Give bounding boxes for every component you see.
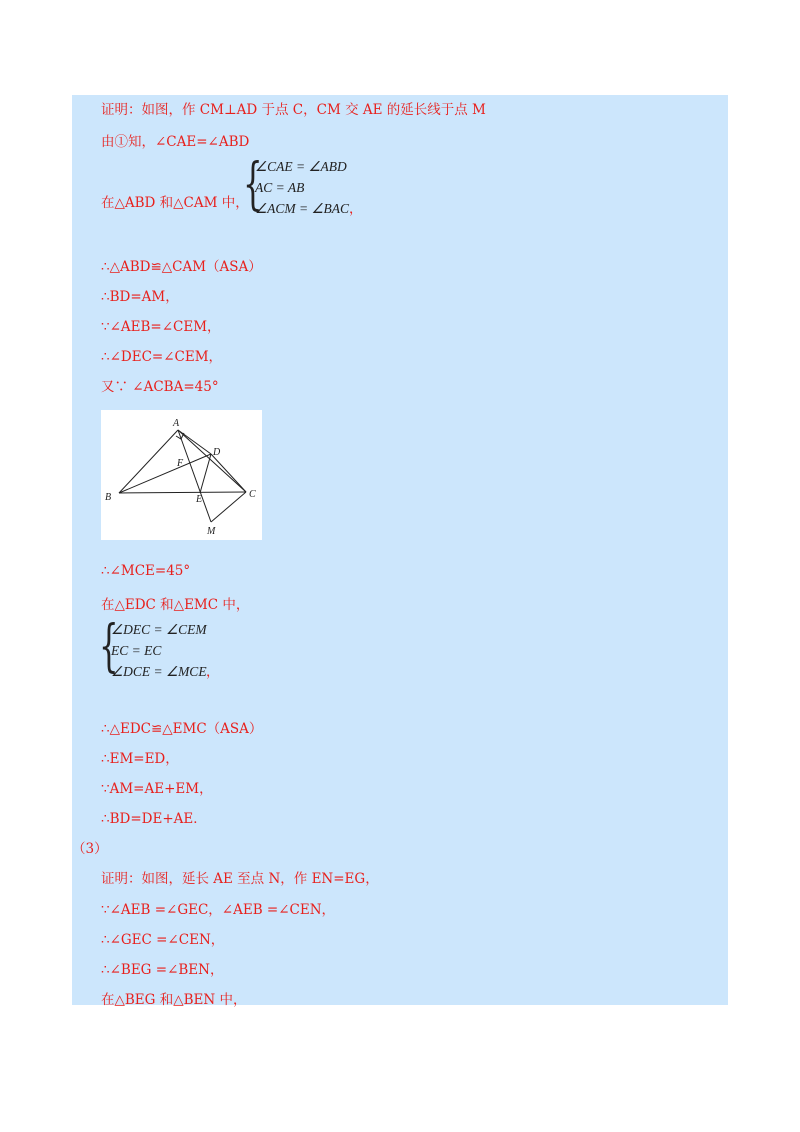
proof-line-10: 在△EDC 和△EMC 中， [101, 597, 250, 613]
proof-line-6: ∵∠AEB=∠CEM， [101, 319, 221, 335]
label-b: B [105, 492, 112, 503]
proof-line-13: ∵AM=AE+EM， [101, 781, 213, 797]
label-a: A [173, 418, 180, 429]
proof-line-14: ∴BD=DE+AE． [101, 811, 207, 827]
proof-line-19: ∴∠BEG =∠BEN， [101, 962, 224, 978]
system-1-row-2: AC = AB [255, 180, 305, 195]
system-2-row-2: EC = EC [111, 643, 162, 658]
proof-line-12: ∴EM=ED， [101, 751, 179, 767]
proof-line-11: ∴△EDC≌△EMC（ASA） [101, 721, 263, 737]
proof-line-20: 在△BEG 和△BEN 中， [101, 992, 247, 1008]
proof-line-18: ∴∠GEC =∠CEN， [101, 932, 225, 948]
proof-line-8: 又∵ ∠ACBA=45° [101, 379, 219, 395]
proof-line-9: ∴∠MCE=45° [101, 563, 191, 579]
proof-line-7: ∴∠DEC=∠CEM， [101, 349, 223, 365]
system-2-row-1: ∠DEC = ∠CEM [111, 622, 207, 637]
left-brace: { [243, 152, 263, 217]
system-1-row-3: ∠ACM = ∠BAC [255, 201, 350, 216]
proof-line-1: 证明：如图，作 CM⊥AD 于点 C，CM 交 AE 的延长线于点 M [101, 102, 486, 118]
part-3-label: （3） [72, 841, 108, 857]
label-m: M [207, 526, 216, 537]
proof-line-17: ∵∠AEB =∠GEC，∠AEB =∠CEN， [101, 902, 336, 918]
left-brace: { [99, 614, 119, 679]
label-f: F [177, 458, 184, 469]
geometry-figure [101, 410, 262, 540]
proof-line-4: ∴△ABD≌△CAM（ASA） [101, 259, 262, 275]
proof-line-2: 由①知，∠CAE=∠ABD [101, 134, 250, 150]
system-1-comma: ， [349, 201, 363, 217]
geometry-diagram [101, 410, 262, 540]
system-2-comma: ， [206, 664, 220, 680]
proof-line-3-prefix: 在△ABD 和△CAM 中， [101, 195, 249, 211]
label-d: D [213, 447, 221, 458]
label-c: C [249, 489, 256, 500]
proof-line-16: 证明：如图，延长 AE 至点 N，作 EN=EG， [101, 871, 379, 887]
system-1-row-1: ∠CAE = ∠ABD [255, 159, 347, 174]
proof-line-5: ∴BD=AM， [101, 289, 179, 305]
label-e: E [196, 494, 203, 505]
system-2-row-3: ∠DCE = ∠MCE [111, 664, 207, 679]
